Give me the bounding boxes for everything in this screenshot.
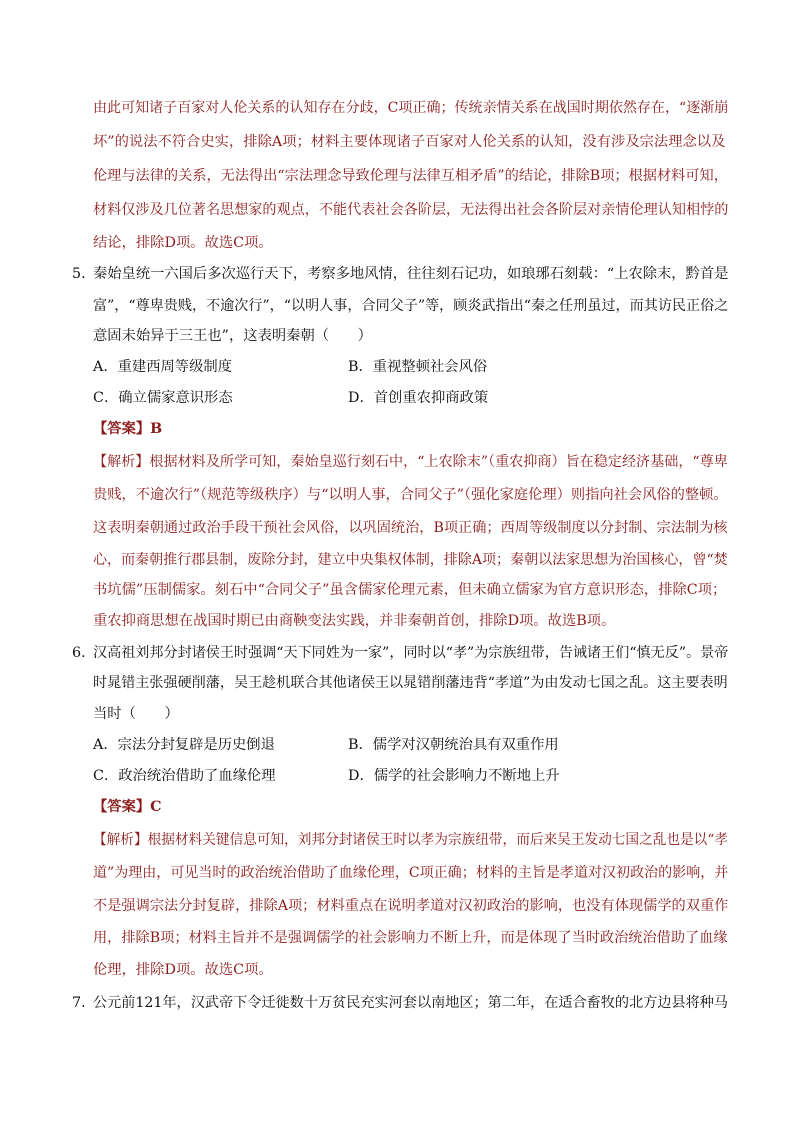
analysis-line: 道”为理由，可见当时的政治统治借助了血缘伦理，C项正确；材料的主旨是孝道对汉初政治的影响，并 [93,865,729,881]
analysis-line: 重农抑商思想在战国时期已由商鞅变法实践，并非秦朝首创，排除D项。故选B项。 [93,613,616,629]
option-b: B．重视整顿社会风俗 [348,359,488,375]
prev-analysis-line: 坏”的说法不符合史实，排除A项；材料主要体现诸子百家对人伦关系的认知，没有涉及宗法理念以及 [93,134,726,150]
question-stem-line: 当时（ ） [93,706,179,722]
analysis-line: 【解析】根据材料关键信息可知，刘邦分封诸侯王时以孝为宗族纽带，而后来吴王发动七国之乱也是以“孝 [93,832,728,848]
option-a: A．宗法分封复辟是历史倒退 [93,737,275,753]
prev-analysis-line: 伦理与法律的关系，无法得出“宗法理念导致伦理与法律互相矛盾”的结论，排除B项；根据材料可知， [93,168,728,184]
question-number: 7． [72,995,96,1011]
question-stem-line: 富”，“尊卑贵贱，不逾次行”，“以明人事，合同父子”等，顾炎武指出“秦之任刑虽过，而其访民正俗之 [93,298,729,314]
question-stem-line: 意固未始异于三王也”，这表明秦朝（ ） [93,328,372,344]
analysis-line: 这表明秦朝通过政治手段干预社会风俗，以巩固统治，B项正确；西周等级制度以分封制、宗法制为核 [93,520,728,536]
question-stem-line: 秦始皇统一六国后多次巡行天下，考察多地风情，往往刻石记功，如琅琊石刻载：“上农除末，黔首是 [93,266,729,282]
option-d: D．首创重农抑商政策 [348,390,489,406]
analysis-line: 书坑儒”压制儒家。刻石中“合同父子”虽含儒家伦理元素，但未确立儒家为官方意识形态，排除C项； [93,582,727,598]
prev-analysis-line: 结论，排除D项。故选C项。 [93,235,273,251]
question-number: 6． [72,645,96,661]
answer-label: 【答案】B [93,421,163,437]
option-c: C．政治统治借助了血缘伦理 [93,768,276,784]
prev-analysis-line: 由此可知诸子百家对人伦关系的认知存在分歧，C项正确；传统亲情关系在战国时期依然存在，“逐渐崩 [93,100,729,116]
analysis-line: 不是强调宗法分封复辟，排除A项；材料重点在说明孝道对汉初政治的影响，也没有体现儒学的双重作 [93,898,729,914]
analysis-line: 贵贱，不逾次行”（规范等级秩序）与“以明人事，合同父子”（强化家庭伦理）则指向社会风俗的整顿。 [93,487,728,503]
question-stem-line: 汉高祖刘邦分封诸侯王时强调“天下同姓为一家”，同时以“孝”为宗族纽带，告诫诸王们“慎无反”。景帝 [93,645,729,661]
option-a: A．重建西周等级制度 [93,359,232,375]
answer-label: 【答案】C [93,799,162,815]
analysis-line: 【解析】根据材料及所学可知，秦始皇巡行刻石中，“上农除末”（重农抑商）旨在稳定经济基础，“尊卑 [93,454,728,470]
question-stem-line: 公元前121年，汉武帝下令迁徙数十万贫民充实河套以南地区；第二年，在适合畜牧的北方边县将种马 [93,995,729,1011]
option-d: D．儒学的社会影响力不断地上升 [348,768,560,784]
option-c: C．确立儒家意识形态 [93,390,233,406]
analysis-line: 用，排除B项；材料主旨并不是强调儒学的社会影响力不断上升，而是体现了当时政治统治借助了血缘 [93,930,728,946]
option-b: B．儒学对汉朝统治具有双重作用 [348,737,559,753]
question-stem-line: 时晁错主张强硬削藩，吴王趁机联合其他诸侯王以晁错削藩违背“孝道”为由发动七国之乱。这主要表明 [93,675,728,691]
analysis-line: 伦理，排除D项。故选C项。 [93,962,273,978]
analysis-line: 心，而秦朝推行郡县制，废除分封，建立中央集权体制，排除A项；秦朝以法家思想为治国核心，曾“焚 [93,552,728,568]
question-number: 5． [72,266,96,282]
prev-analysis-line: 材料仅涉及几位著名思想家的观点，不能代表社会各阶层，无法得出社会各阶层对亲情伦理认知相悖的 [93,202,729,218]
